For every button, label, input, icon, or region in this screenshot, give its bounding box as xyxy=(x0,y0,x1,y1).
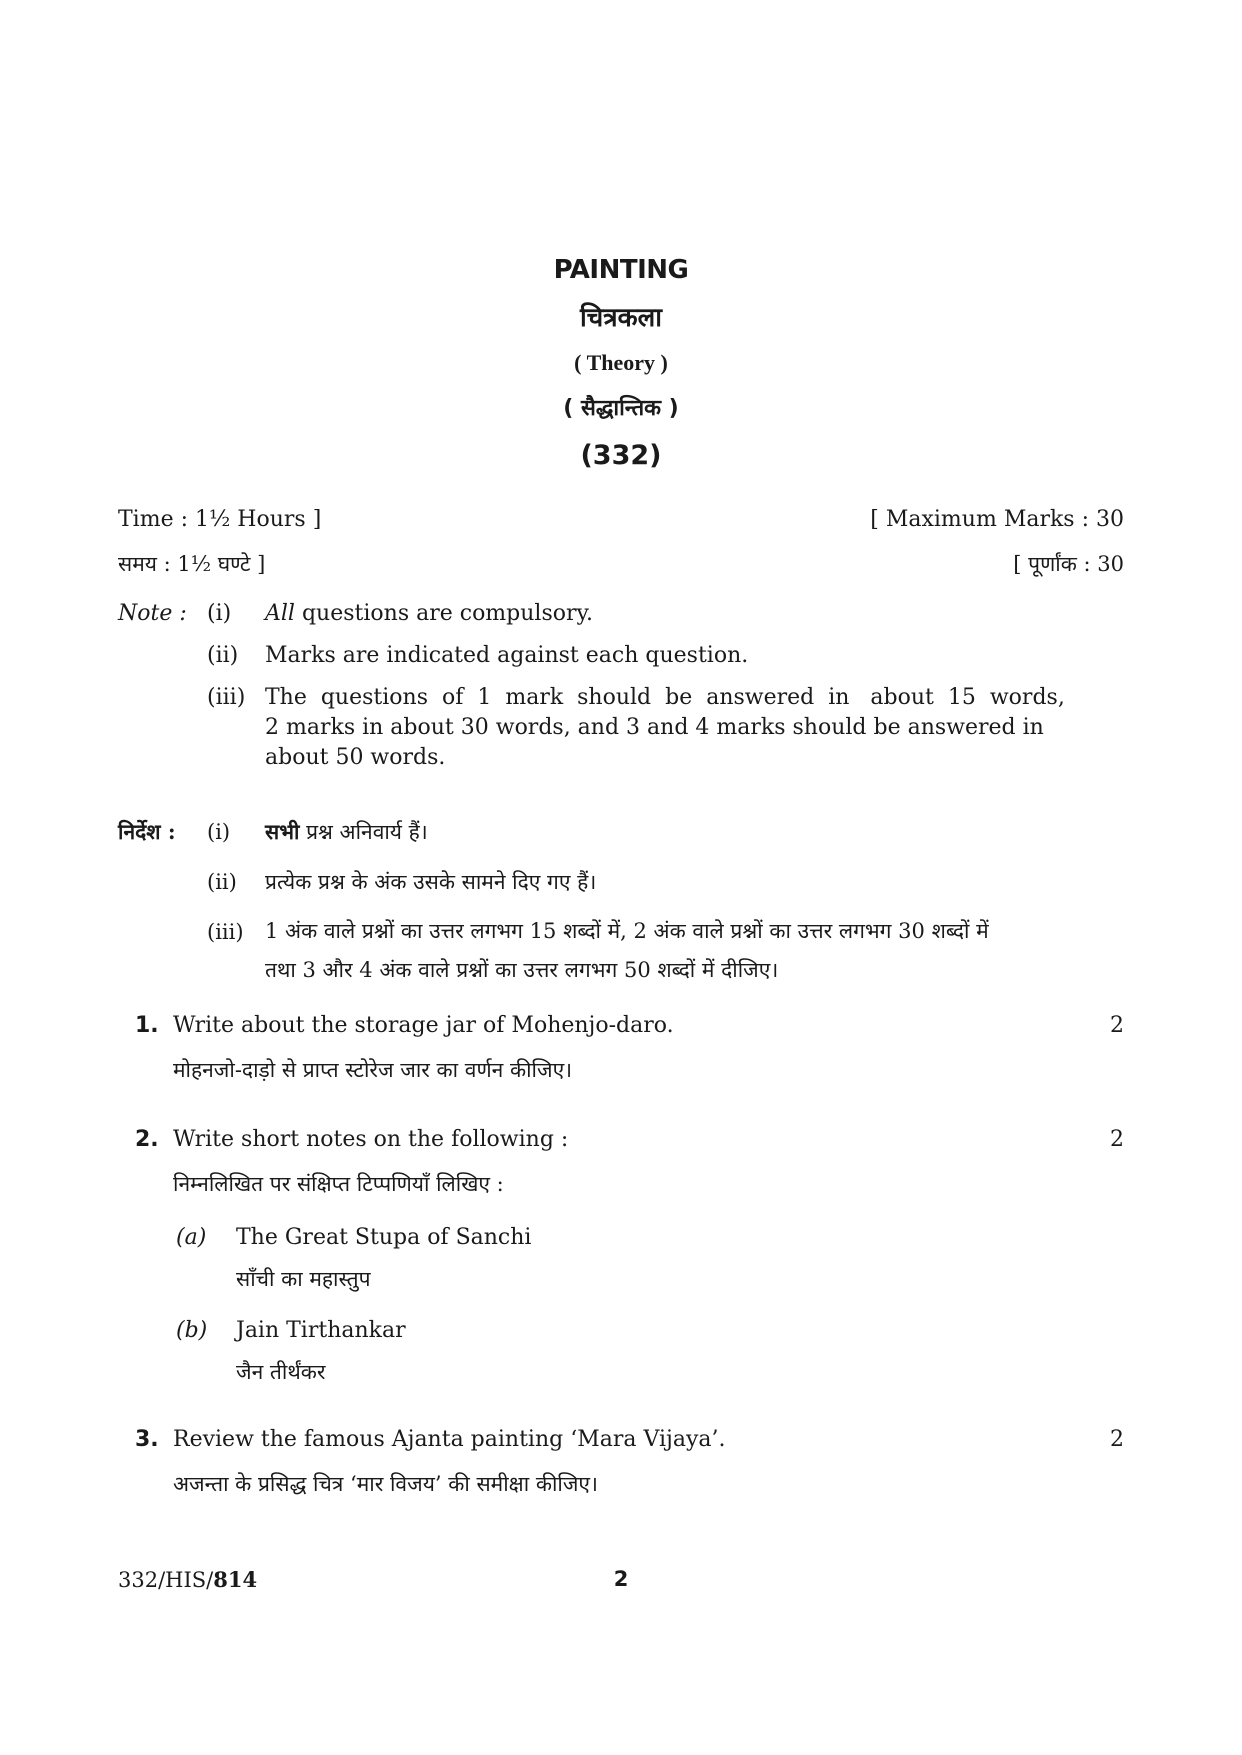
question-2b-en: Jain Tirthankar xyxy=(236,1318,406,1343)
paper-subtitle-hindi: ( सैद्धान्तिक ) xyxy=(563,396,679,421)
note-hi-1: सभी प्रश्न अनिवार्य हैं। xyxy=(265,819,428,844)
note-en-1: All questions are compulsory. xyxy=(265,601,594,626)
note-en-3-num: (iii) xyxy=(207,685,246,710)
question-3-number: 3. xyxy=(135,1427,159,1452)
question-2a-hi: साँची का महास्तुप xyxy=(236,1267,371,1291)
question-2-number: 2. xyxy=(135,1127,159,1152)
time-en: Time : 1½ Hours ] xyxy=(118,507,322,532)
question-3-en: Review the famous Ajanta painting ‘Mara Vijaya’. xyxy=(173,1427,726,1452)
note-label-hi: निर्देश : xyxy=(118,819,176,844)
page-number: 2 xyxy=(613,1567,629,1591)
note-hi-1-num: (i) xyxy=(207,820,231,844)
paper-title: PAINTING xyxy=(553,255,689,285)
note-en-2: Marks are indicated against each question. xyxy=(265,643,749,668)
question-1-number: 1. xyxy=(135,1013,159,1038)
question-2b-label: (b) xyxy=(176,1318,208,1343)
question-2a-label: (a) xyxy=(176,1225,207,1250)
note-hi-2: प्रत्येक प्रश्न के अंक उसके सामने दिए गए हैं। xyxy=(265,870,597,894)
paper-code: (332) xyxy=(580,440,662,471)
question-2-en: Write short notes on the following : xyxy=(173,1127,569,1152)
footer-paper-code: 332/HIS/814 xyxy=(118,1567,258,1592)
note-hi-3-line1: 1 अंक वाले प्रश्नों का उत्तर लगभग 15 शब्दों में, 2 अंक वाले प्रश्नों का उत्तर लगभग 30 शब्दों में xyxy=(265,919,989,943)
question-1-marks: 2 xyxy=(1110,1013,1124,1038)
note-hi-3-line2: तथा 3 और 4 अंक वाले प्रश्नों का उत्तर लगभग 50 शब्दों में दीजिए। xyxy=(265,958,779,982)
note-en-1-num: (i) xyxy=(207,601,232,626)
question-2a-en: The Great Stupa of Sanchi xyxy=(236,1225,532,1250)
question-3-hi: अजन्ता के प्रसिद्ध चित्र ‘मार विजय’ की समीक्षा कीजिए। xyxy=(173,1472,598,1496)
question-2-hi: निम्नलिखित पर संक्षिप्त टिप्पणियाँ लिखिए : xyxy=(173,1172,504,1196)
note-hi-2-num: (ii) xyxy=(207,870,237,894)
question-3-marks: 2 xyxy=(1110,1427,1124,1452)
question-1-hi: मोहनजो-दाड़ो से प्राप्त स्टोरेज जार का वर्णन कीजिए। xyxy=(173,1058,573,1082)
note-label-en: Note : xyxy=(118,601,187,626)
note-en-2-num: (ii) xyxy=(207,643,239,668)
question-2b-hi: जैन तीर्थंकर xyxy=(236,1360,326,1384)
time-hi: समय : 1½ घण्टे ] xyxy=(118,552,266,576)
paper-title-hindi: चित्रकला xyxy=(580,303,662,333)
question-2-marks: 2 xyxy=(1110,1127,1124,1152)
paper-subtitle: ( Theory ) xyxy=(574,350,668,375)
note-hi-3-num: (iii) xyxy=(207,920,244,944)
max-marks-hi: [ पूर्णांक : 30 xyxy=(1013,552,1124,576)
note-en-3-line1: The questions of 1 mark should be answered in about 15 words, xyxy=(265,685,1065,710)
max-marks-en: [ Maximum Marks : 30 xyxy=(870,507,1124,532)
note-en-3-line3: about 50 words. xyxy=(265,745,446,770)
question-1-en: Write about the storage jar of Mohenjo-daro. xyxy=(173,1013,674,1038)
note-en-3-line2: 2 marks in about 30 words, and 3 and 4 marks should be answered in xyxy=(265,715,1044,740)
